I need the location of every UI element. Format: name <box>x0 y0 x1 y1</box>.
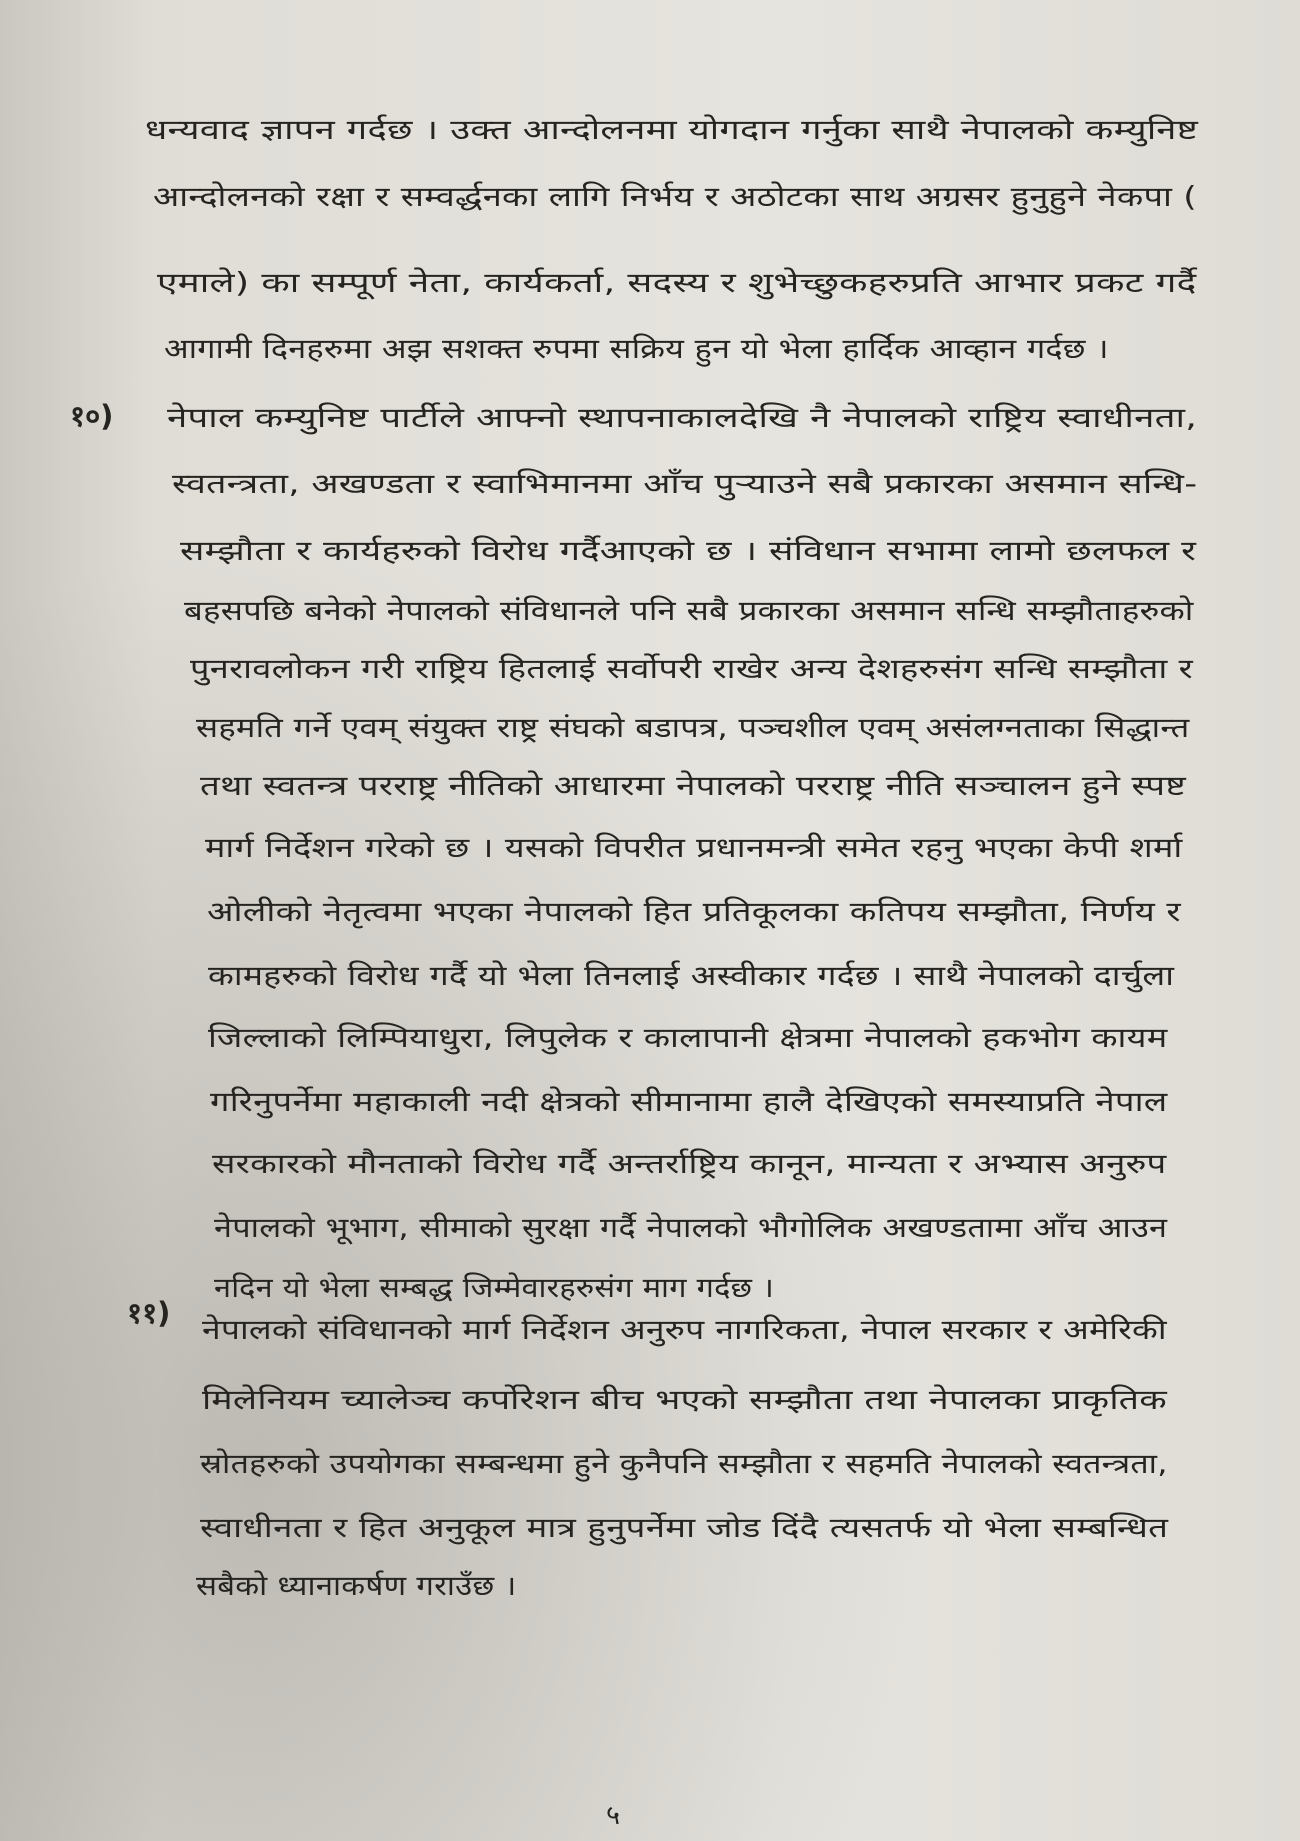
text-line: नदिन यो भेला सम्बद्ध जिम्मेवारहरुसंग माग गर्दछ । <box>214 1272 775 1304</box>
text-line: जिल्लाको लिम्पियाधुरा, लिपुलेक र कालापानी क्षेत्रमा नेपालको हकभोग कायम <box>208 1022 1168 1054</box>
text-line: नेपालको भूभाग, सीमाको सुरक्षा गर्दै नेपालको भौगोलिक अखण्डतामा आँच आउन <box>214 1212 1168 1244</box>
text-line: एमाले) का सम्पूर्ण नेता, कार्यकर्ता, सदस्य र शुभेच्छुकहरुप्रति आभार प्रकट गर्दै <box>157 267 1197 299</box>
text-line: नेपाल कम्युनिष्ट पार्टीले आफ्नो स्थापनाकालदेखि नै नेपालको राष्ट्रिय स्वाधीनता, <box>167 402 1198 434</box>
item-number: ११) <box>127 1296 171 1330</box>
text-line: कामहरुको विरोध गर्दै यो भेला तिनलाई अस्वीकार गर्दछ । साथै नेपालको दार्चुला <box>208 960 1175 992</box>
text-line: बहसपछि बनेको नेपालको संविधानले पनि सबै प्रकारका असमान सन्धि सम्झौताहरुको <box>184 595 1194 627</box>
text-line: मिलेनियम च्यालेञ्च कर्पोरेशन बीच भएको सम्झौता तथा नेपालका प्राकृतिक <box>202 1384 1167 1416</box>
text-line: सरकारको मौनताको विरोध गर्दै अन्तर्राष्ट्रिय कानून, मान्यता र अभ्यास अनुरुप <box>212 1148 1167 1180</box>
text-line: आगामी दिनहरुमा अझ सशक्त रुपमा सक्रिय हुन यो भेला हार्दिक आव्हान गर्दछ । <box>164 333 1109 365</box>
text-line: आन्दोलनको रक्षा र सम्वर्द्धनका लागि निर्भय र अठोटका साथ अग्रसर हुनुहुने नेकपा ( <box>153 181 1197 213</box>
text-line: सम्झौता र कार्यहरुको विरोध गर्दैआएको छ । संविधान सभामा लामो छलफल र <box>180 535 1197 567</box>
text-line: स्वाधीनता र हित अनुकूल मात्र हुनुपर्नेमा जोड दिंदै त्यसतर्फ यो भेला सम्बन्धित <box>200 1512 1169 1544</box>
text-line: स्वतन्त्रता, अखण्डता र स्वाभिमानमा आँच पुऱ्याउने सबै प्रकारका असमान सन्धि- <box>172 468 1198 500</box>
text-line: नेपालको संविधानको मार्ग निर्देशन अनुरुप नागरिकता, नेपाल सरकार र अमेरिकी <box>202 1314 1167 1346</box>
item-number: १०) <box>70 399 114 433</box>
text-line: मार्ग निर्देशन गरेको छ । यसको विपरीत प्रधानमन्त्री समेत रहनु भएका केपी शर्मा <box>205 832 1183 864</box>
text-line: पुनरावलोकन गरी राष्ट्रिय हितलाई सर्वोपरी राखेर अन्य देशहरुसंग सन्धि सम्झौता र <box>190 653 1193 685</box>
text-line: धन्यवाद ज्ञापन गर्दछ । उक्त आन्दोलनमा योगदान गर्नुका साथै नेपालको कम्युनिष्ट <box>145 114 1199 146</box>
text-line: सहमति गर्ने एवम् संयुक्त राष्ट्र संघको बडापत्र, पञ्चशील एवम् असंलग्नताका सिद्धान्त <box>196 712 1190 744</box>
text-line: तथा स्वतन्त्र परराष्ट्र नीतिको आधारमा नेपालको परराष्ट्र नीति सञ्चालन हुने स्पष्ट <box>200 770 1186 802</box>
text-line: स्रोतहरुको उपयोगका सम्बन्धमा हुने कुनैपनि सम्झौता र सहमति नेपालको स्वतन्त्रता, <box>200 1448 1168 1480</box>
text-line: ओलीको नेतृत्वमा भएका नेपालको हित प्रतिकूलका कतिपय सम्झौता, निर्णय र <box>207 896 1181 928</box>
text-line: गरिनुपर्नेमा महाकाली नदी क्षेत्रको सीमानामा हालै देखिएको समस्याप्रति नेपाल <box>210 1086 1168 1118</box>
page-number: ५ <box>606 1800 621 1831</box>
text-line: सबैको ध्यानाकर्षण गराउँछ । <box>196 1570 517 1602</box>
